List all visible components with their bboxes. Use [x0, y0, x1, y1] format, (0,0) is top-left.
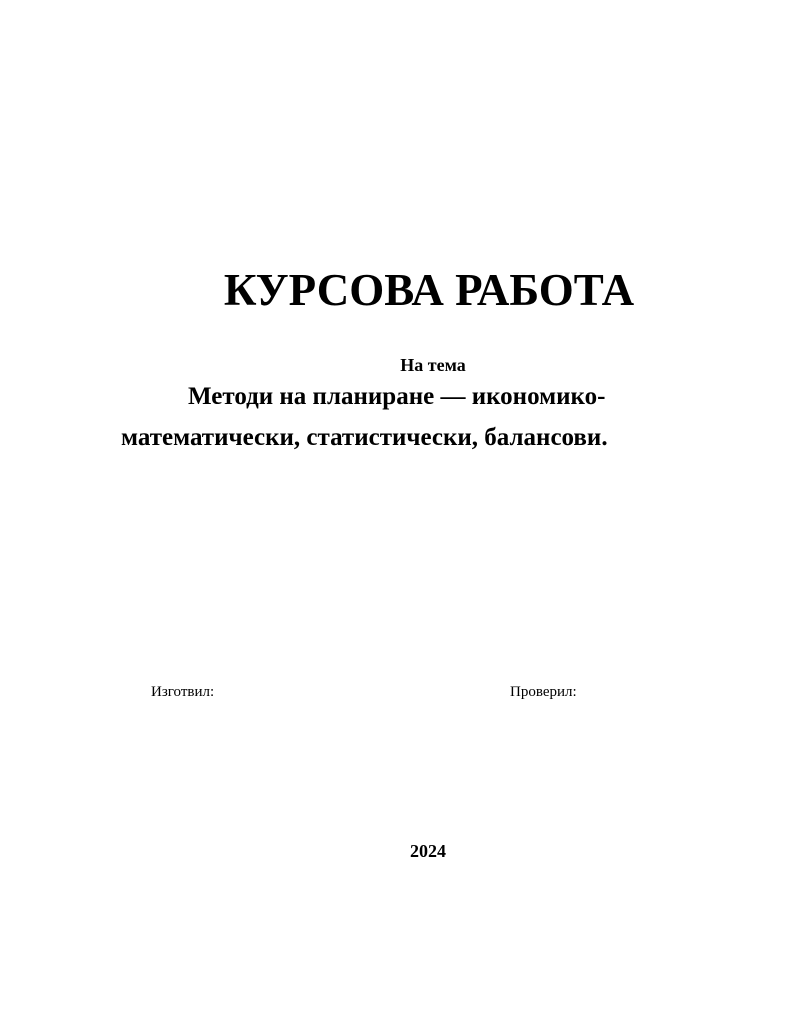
topic-line-1: Методи на планиране — икономико-: [188, 383, 606, 410]
document-title: КУРСОВА РАБОТА: [223, 265, 635, 315]
topic-line-2: математически, статистически, балансови.: [121, 424, 608, 451]
subtitle-label: На тема: [400, 355, 466, 375]
prepared-by-label: Изготвил:: [151, 684, 215, 700]
checked-by-label: Проверил:: [510, 684, 577, 700]
year: 2024: [410, 841, 446, 861]
